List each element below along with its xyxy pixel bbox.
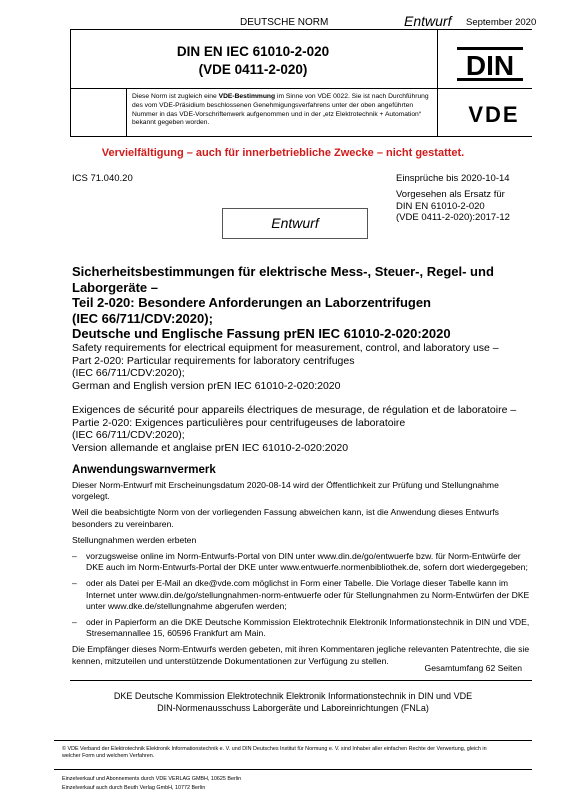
replacement-line: Vorgesehen als Ersatz für — [396, 189, 505, 200]
title-line: (IEC 66/711/CDV:2020); — [72, 367, 185, 380]
list-dash: – — [72, 551, 77, 562]
din-logo — [455, 46, 525, 82]
title-line: Deutsche und Englische Fassung prEN IEC 61010-2-020:2020 — [72, 326, 451, 342]
paragraph: Die Empfänger dieses Norm-Entwurfs werden gebeten, mit ihren Kommentaren jegliche relevanten Patentrechte, die sie kennen, mitzuteilen und unterstützende Dokumentationen zur Verfügung zu stellen. — [72, 644, 530, 666]
title-line: Teil 2-020: Besondere Anforderungen an Laborzentrifugen — [72, 295, 431, 311]
notice-rule — [70, 136, 532, 137]
list-dash: – — [72, 617, 77, 628]
copyright-rule — [54, 740, 532, 741]
din-logo-text: DIN — [465, 50, 515, 81]
title-line: (IEC 66/711/CDV:2020); — [72, 310, 213, 326]
footer-organizations — [60, 690, 526, 714]
title-english — [72, 342, 542, 392]
copyright-note: © VDE Verband der Elektrotechnik Elektronik Informationstechnik e. V. und DIN Deutsches Institut für Normung e. V. sind Inhaber aller einfachen Rechte der Verwertung, gleich in welcher Form und welchem Verfahren. — [62, 746, 487, 759]
title-german — [72, 264, 512, 342]
sales-line: Einzelverkauf auch durch Beuth Verlag GmbH, 10772 Berlin — [62, 785, 206, 791]
title-line: German and English version prEN IEC 61010-2-020:2020 — [72, 379, 341, 392]
din-number: DIN EN IEC 61010-2-020 — [176, 44, 330, 59]
title-line: Partie 2-020: Exigences particulières pour centrifugeuses de laboratoire — [72, 416, 406, 429]
title-line: Safety requirements for electrical equipment for measurement, control, and laboratory use – — [72, 342, 499, 354]
footer-rule — [70, 680, 532, 681]
logo-divider — [437, 29, 438, 136]
replacement-line: (VDE 0411-2-020):2017-12 — [396, 212, 510, 223]
footer-org-line: DKE Deutsche Kommission Elektrotechnik Elektronik Informationstechnik in DIN und VDE — [113, 691, 473, 701]
vde-logo-text: VDE — [468, 103, 520, 125]
warning-body — [72, 480, 532, 672]
list-item-text: oder als Datei per E-Mail an dke@vde.com möglichst in Form einer Tabelle. Die Vorlage dieser Tabelle kann im Internet unter www.din.de/go/stellungnahmen-norm-entwuerfe oder für Stellungnahmen zu Norm-Entwürfen der DKE unter www.dke.de/stellungnahme abgerufen werden; — [86, 578, 530, 611]
sales-line: Einzelverkauf und Abonnements durch VDE VERLAG GMBH, 10625 Berlin — [62, 776, 242, 782]
list-item — [72, 551, 532, 573]
title-line: Part 2-020: Particular requirements for laboratory centrifuges — [72, 354, 355, 367]
section-heading: Anwendungswarnvermerk — [72, 464, 216, 476]
sales-info — [62, 775, 502, 793]
objection-deadline: Einsprüche bis 2020-10-14 — [396, 173, 510, 184]
copyright-warning: Vervielfältigung – auch für innerbetriebliche Zwecke – nicht gestattet. — [101, 147, 465, 159]
title-rule — [70, 88, 532, 89]
title-line: (IEC 66/711/CDV:2020); — [72, 429, 185, 442]
notice-post: im Sinne von VDE 0022. Sie ist nach Durchführung des vom VDE-Präsidium beschlossenen Genehmigungsverfahrens unter der oben angeführten Nummer in das VDE-Vorschriftenwerk aufgenommen und in der „etz Elektrotechnik + Automation“ bekannt gegeben worden. — [132, 93, 429, 127]
list-item — [72, 617, 532, 639]
title-line: Version allemande et anglaise prEN IEC 61010-2-020:2020 — [72, 441, 349, 454]
replacement-info — [396, 189, 510, 224]
paragraph: Dieser Norm-Entwurf mit Erscheinungsdatum 2020-08-14 wird der Öffentlichkeit zur Prüfung und Stellungnahme vorgelegt. — [72, 480, 499, 502]
title-french — [72, 404, 542, 454]
list-item-text: oder in Papierform an die DKE Deutsche Kommission Elektrotechnik Elektronik Informationstechnik in DIN und VDE, Stresemannallee 15, 60596 Frankfurt am Main. — [86, 617, 530, 639]
list-dash: – — [72, 578, 77, 589]
standard-number — [73, 43, 433, 79]
paragraph: Stellungnahmen werden erbeten — [72, 534, 197, 545]
notice-left-divider — [126, 88, 127, 136]
vde-number: (VDE 0411-2-020) — [198, 62, 308, 77]
title-line: Sicherheitsbestimmungen für elektrische Mess-, Steuer-, Regel- und — [72, 264, 494, 279]
paragraph: Weil die beabsichtigte Norm von der vorliegenden Fassung abweichen kann, ist die Anwendung dieses Entwurfs besonders zu vereinbaren. — [72, 507, 499, 529]
notice-bold: VDE-Bestimmung — [218, 93, 276, 100]
replacement-line: DIN EN 61010-2-020 — [396, 200, 485, 212]
norm-type-label: DEUTSCHE NORM — [240, 17, 329, 28]
left-frame — [70, 29, 71, 136]
vde-notice — [132, 93, 432, 128]
vertrieb-rule — [54, 769, 532, 770]
ics-code: ICS 71.040.20 — [72, 173, 133, 184]
draft-stamp: Entwurf — [222, 208, 368, 239]
draft-label: Entwurf — [404, 13, 452, 29]
notice-pre: Diese Norm ist zugleich eine — [132, 93, 219, 100]
footer-org-line: DIN-Normenausschuss Laborgeräte und Laboreinrichtungen (FNLa) — [157, 703, 429, 713]
top-rule — [70, 29, 532, 30]
vde-logo — [454, 103, 534, 125]
publication-date: September 2020 — [466, 17, 537, 28]
title-line: Exigences de sécurité pour appareils électriques de mesurage, de régulation et de laboratoire – — [72, 404, 517, 416]
title-line: Laborgeräte – — [72, 279, 158, 295]
page-count: Gesamtumfang 62 Seiten — [424, 663, 522, 673]
list-item — [72, 578, 532, 612]
list-item-text: vorzugsweise online im Norm-Entwurfs-Portal von DIN unter www.din.de/go/entwuerfe bzw. für Norm-Entwürfe der DKE auch im Norm-Entwurfs-Portal der DKE unter www.entwuerfe.normenbibliothek.de, sofern dort wiedergegeben; — [86, 551, 528, 573]
